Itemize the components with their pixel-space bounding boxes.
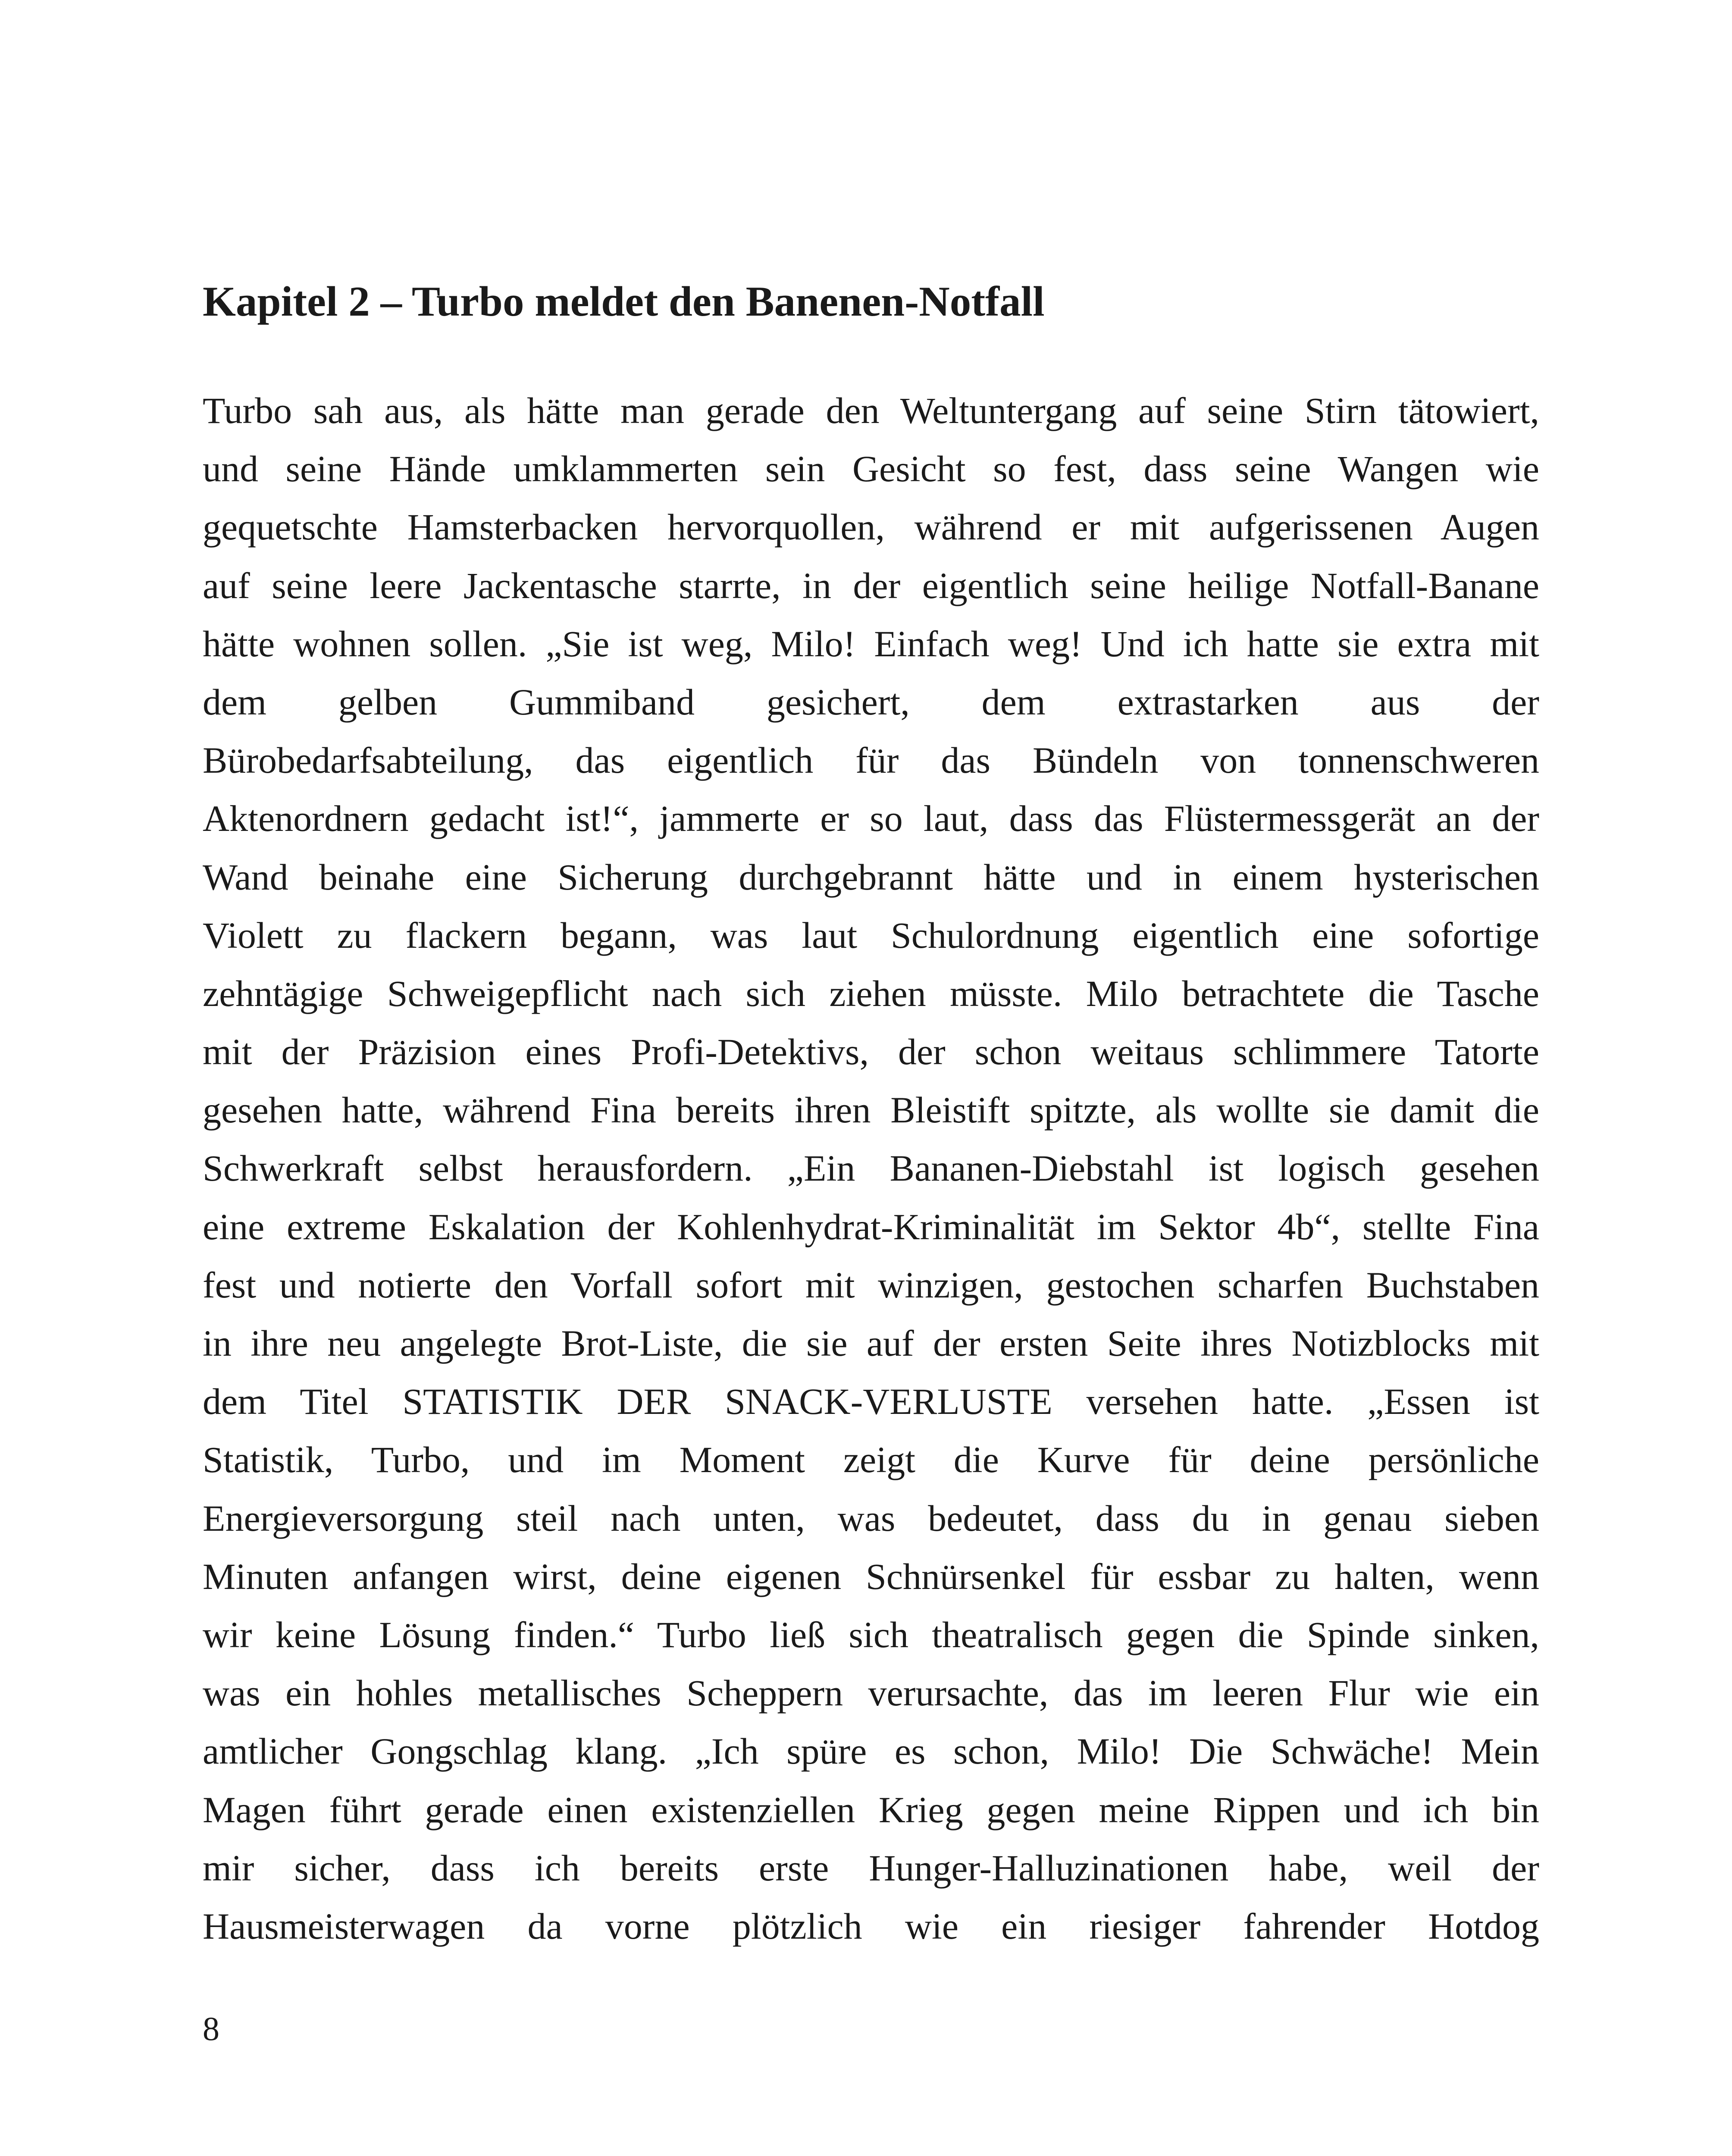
text-line: Wand beinahe eine Sicherung durchgebrannt hätte und in einem hysterischen — [203, 856, 1539, 898]
text-line: Turbo sah aus, als hätte man gerade den Weltuntergang auf seine Stirn tätowiert, — [203, 390, 1539, 431]
page-number: 8 — [203, 2010, 219, 2047]
text-line: wir keine Lösung finden.“ Turbo ließ sich theatralisch gegen die Spinde sinken, — [203, 1614, 1539, 1655]
chapter-title: Kapitel 2 – Turbo meldet den Banenen-Notfall — [203, 278, 1045, 325]
text-line: auf seine leere Jackentasche starrte, in der eigentlich seine heilige Notfall-Banane — [203, 564, 1539, 606]
text-line: dem Titel STATISTIK DER SNACK-VERLUSTE versehen hatte. „Essen ist — [203, 1381, 1539, 1423]
text-line: Schwerkraft selbst herausfordern. „Ein Bananen-Diebstahl ist logisch gesehen — [203, 1147, 1539, 1189]
text-line: in ihre neu angelegte Brot-Liste, die sie auf der ersten Seite ihres Notizblocks mit — [203, 1322, 1539, 1364]
text-line: Aktenordnern gedacht ist!“, jammerte er so laut, dass das Flüstermessgerät an der — [203, 798, 1539, 840]
text-line: was ein hohles metallisches Scheppern verursachte, das im leeren Flur wie ein — [203, 1672, 1539, 1714]
text-line: dem gelben Gummiband gesichert, dem extrastarken aus der — [203, 681, 1539, 723]
text-line: Hausmeisterwagen da vorne plötzlich wie ein riesiger fahrender Hotdog — [203, 1905, 1539, 1947]
text-line: fest und notierte den Vorfall sofort mit winzigen, gestochen scharfen Buchstaben — [203, 1264, 1539, 1306]
text-line: eine extreme Eskalation der Kohlenhydrat-Kriminalität im Sektor 4b“, stellte Fina — [203, 1206, 1539, 1247]
text-line: Energieversorgung steil nach unten, was bedeutet, dass du in genau sieben — [203, 1497, 1539, 1539]
text-line: mir sicher, dass ich bereits erste Hunger-Halluzinationen habe, weil der — [203, 1847, 1539, 1889]
text-line: Magen führt gerade einen existenziellen Krieg gegen meine Rippen und ich bin — [203, 1789, 1539, 1830]
body-text — [203, 382, 1539, 1968]
text-line: gesehen hatte, während Fina bereits ihren Bleistift spitzte, als wollte sie damit die — [203, 1089, 1539, 1131]
text-line: mit der Präzision eines Profi-Detektivs, der schon weitaus schlimmere Tatorte — [203, 1031, 1539, 1073]
text-line: hätte wohnen sollen. „Sie ist weg, Milo! Einfach weg! Und ich hatte sie extra mit — [203, 623, 1539, 664]
text-line: amtlicher Gongschlag klang. „Ich spüre es schon, Milo! Die Schwäche! Mein — [203, 1730, 1539, 1772]
text-line: Bürobedarfsabteilung, das eigentlich für das Bündeln von tonnenschweren — [203, 740, 1539, 781]
text-line: zehntägige Schweigepflicht nach sich ziehen müsste. Milo betrachtete die Tasche — [203, 972, 1539, 1014]
text-line: und seine Hände umklammerten sein Gesicht so fest, dass seine Wangen wie — [203, 448, 1539, 490]
text-line: gequetschte Hamsterbacken hervorquollen, während er mit aufgerissenen Augen — [203, 506, 1539, 548]
text-line: Statistik, Turbo, und im Moment zeigt die Kurve für deine persönliche — [203, 1439, 1539, 1481]
text-line: Minuten anfangen wirst, deine eigenen Schnürsenkel für essbar zu halten, wenn — [203, 1555, 1539, 1597]
text-line: Violett zu flackern begann, was laut Schulordnung eigentlich eine sofortige — [203, 914, 1539, 956]
